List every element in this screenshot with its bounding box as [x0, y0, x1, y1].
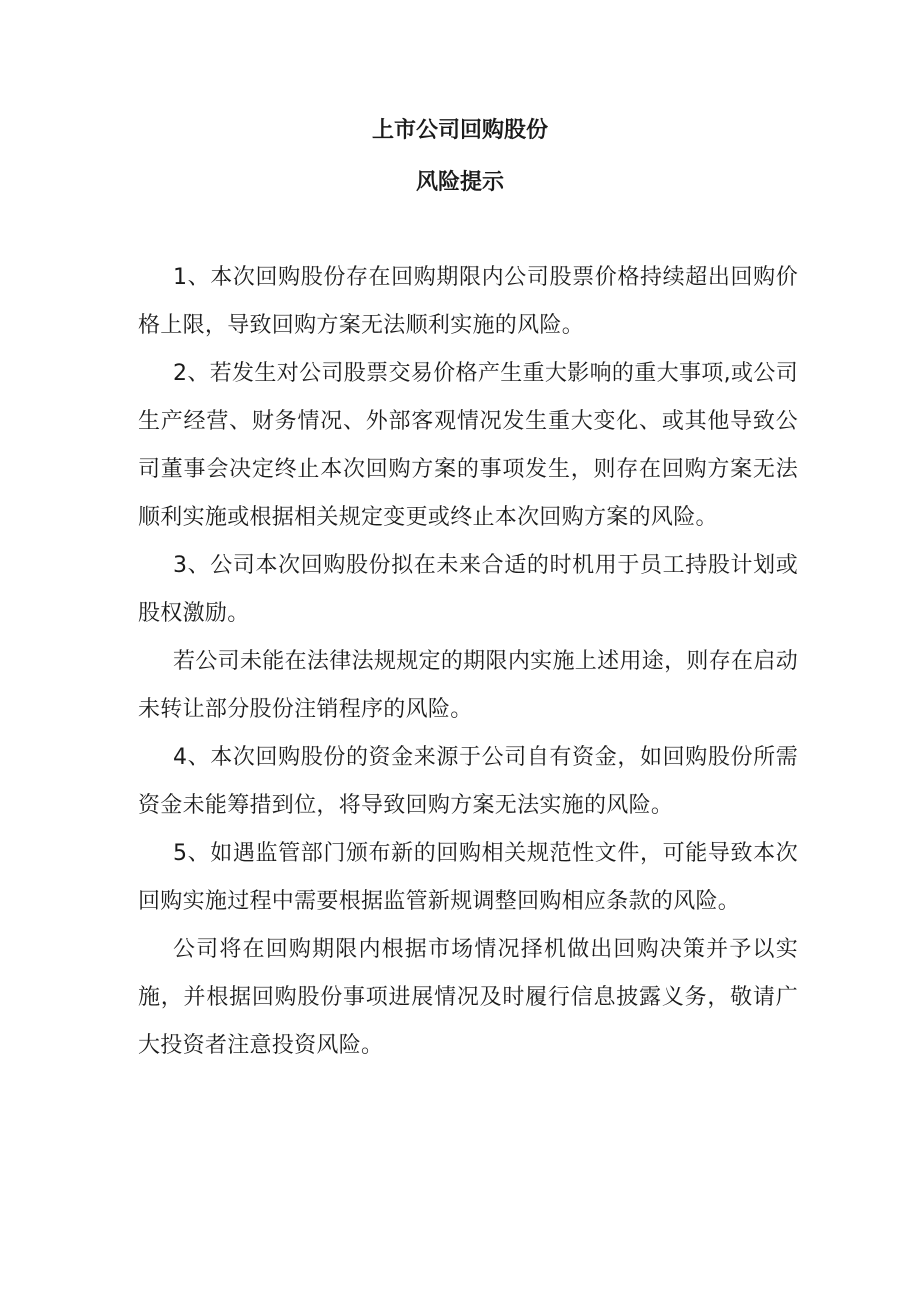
paragraph-risk-3: 3、公司本次回购股份拟在未来合适的时机用于员工持股计划或股权激励。	[138, 553, 798, 626]
document-subtitle: 风险提示	[415, 170, 504, 195]
document-title: 上市公司回购股份	[371, 118, 548, 143]
paragraph-closing: 公司将在回购期限内根据市场情况择机做出回购决策并予以实施，并根据回购股份事项进展情况及时履行信息披露义务，敬请广大投资者注意投资风险。	[138, 937, 798, 1058]
paragraph-risk-2: 2、若发生对公司股票交易价格产生重大影响的重大事项,或公司生产经营、财务情况、外部客观情况发生重大变化、或其他导致公司董事会决定终止本次回购方案的事项发生，则存在回购方案无法顺利实施或根据相关规定变更或终止本次回购方案的风险。	[138, 361, 798, 530]
document-body	[138, 254, 798, 1070]
paragraph-risk-1: 1、本次回购股份存在回购期限内公司股票价格持续超出回购价格上限，导致回购方案无法顺利实施的风险。	[138, 265, 798, 338]
paragraph-risk-4: 4、本次回购股份的资金来源于公司自有资金，如回购股份所需资金未能筹措到位，将导致回购方案无法实施的风险。	[138, 745, 798, 818]
paragraph-risk-3-detail: 若公司未能在法律法规规定的期限内实施上述用途，则存在启动未转让部分股份注销程序的风险。	[138, 649, 798, 722]
paragraph-risk-5: 5、如遇监管部门颁布新的回购相关规范性文件，可能导致本次回购实施过程中需要根据监管新规调整回购相应条款的风险。	[138, 841, 798, 914]
